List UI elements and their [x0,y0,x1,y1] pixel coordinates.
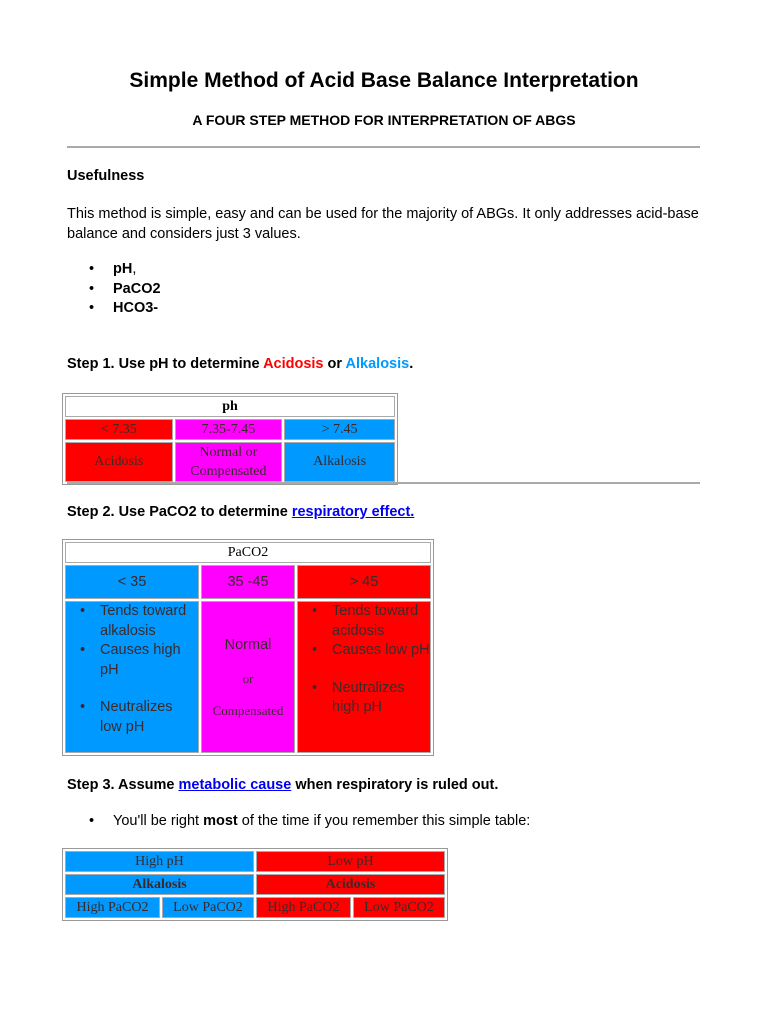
ph-table [62,393,398,485]
list-item [113,280,161,300]
paco2-low-cell [65,601,199,753]
ph-range-low: < 7.35 [65,419,173,440]
step3-prefix: Step 3. Assume [67,777,179,793]
paco2-normal-compensated: Compensated [212,703,284,718]
step1-or: or [323,356,346,372]
alkalosis-high-paco2: High PaCO2 [65,897,160,918]
list-item [113,812,530,832]
ph-result-acidosis: Acidosis [65,442,173,482]
step1-alkalosis: Alkalosis [345,356,410,372]
step1-heading [67,354,413,374]
list-item: • Neutralizes high pH [332,679,430,718]
paco2-range-normal: 35 -45 [201,565,295,599]
paco2-high-list [298,602,430,718]
ph-result-normal: Normal or Compensated [175,442,283,482]
ph-result-alkalosis: Alkalosis [284,442,395,482]
step3-suffix: when respiratory is ruled out. [291,777,499,793]
acidosis-low-paco2: Low PaCO2 [353,897,445,918]
value-paco2: PaCO2 [113,280,161,297]
ph-table-header: ph [65,396,395,417]
ph-range-normal: 7.35-7.45 [175,419,283,440]
acidosis-high-paco2: High PaCO2 [256,897,351,918]
step1-acidosis: Acidosis [263,356,324,372]
paco2-normal-label: Normal [224,637,272,653]
divider [67,482,700,484]
step2-heading [67,502,414,522]
list-item: • Tends toward acidosis [332,602,430,641]
acidosis-header: Acidosis [256,874,445,895]
metabolic-cause-link[interactable]: metabolic cause [178,777,292,793]
values-list [89,260,161,319]
alkalosis-low-paco2: Low PaCO2 [162,897,254,918]
value-hco3: HCO3- [113,300,159,316]
paco2-normal-cell [201,601,295,753]
paco2-high-cell [297,601,431,753]
list-item: • Causes high pH [100,641,198,680]
respiratory-effect-link[interactable]: respiratory effect. [291,504,415,520]
metabolic-table [62,848,448,921]
paco2-range-low: < 35 [65,565,199,599]
paco2-low-list [66,602,198,737]
ph-range-high: > 7.45 [284,419,395,440]
usefulness-paragraph: This method is simple, easy and can be used for the majority of ABGs. It only addresses acid-base balance and considers just 3 values. [67,206,699,242]
step3-bullet-list [89,812,530,832]
page-subtitle: A FOUR STEP METHOD FOR INTERPRETATION OF ABGS [192,112,576,128]
paco2-table [62,539,434,756]
value-ph-suffix: , [132,261,137,277]
paco2-table-header: PaCO2 [65,542,431,563]
step2-prefix: Step 2. Use PaCO2 to determine [67,504,292,520]
list-item [113,299,161,319]
page-title: Simple Method of Acid Base Balance Interpretation [129,69,639,92]
low-ph-header: Low pH [256,851,445,872]
value-ph: pH [113,261,133,277]
list-item: • Neutralizes low pH [100,698,198,737]
list-item: • Tends toward alkalosis [100,602,198,641]
high-ph-header: High pH [65,851,254,872]
step1-end: . [409,356,414,372]
step3-bullet-pre: You'll be right [113,813,204,829]
paco2-normal-or: or [242,671,254,686]
step3-heading [67,775,498,795]
list-item [113,260,161,280]
usefulness-heading: Usefulness [67,168,145,184]
alkalosis-header: Alkalosis [65,874,254,895]
step1-prefix: Step 1. Use pH to determine [67,356,264,372]
list-item: • Causes low pH [332,641,430,661]
divider [67,146,700,148]
step3-bullet-bold: most [203,813,238,829]
step3-bullet-post: of the time if you remember this simple table: [237,813,531,829]
paco2-range-high: > 45 [297,565,431,599]
